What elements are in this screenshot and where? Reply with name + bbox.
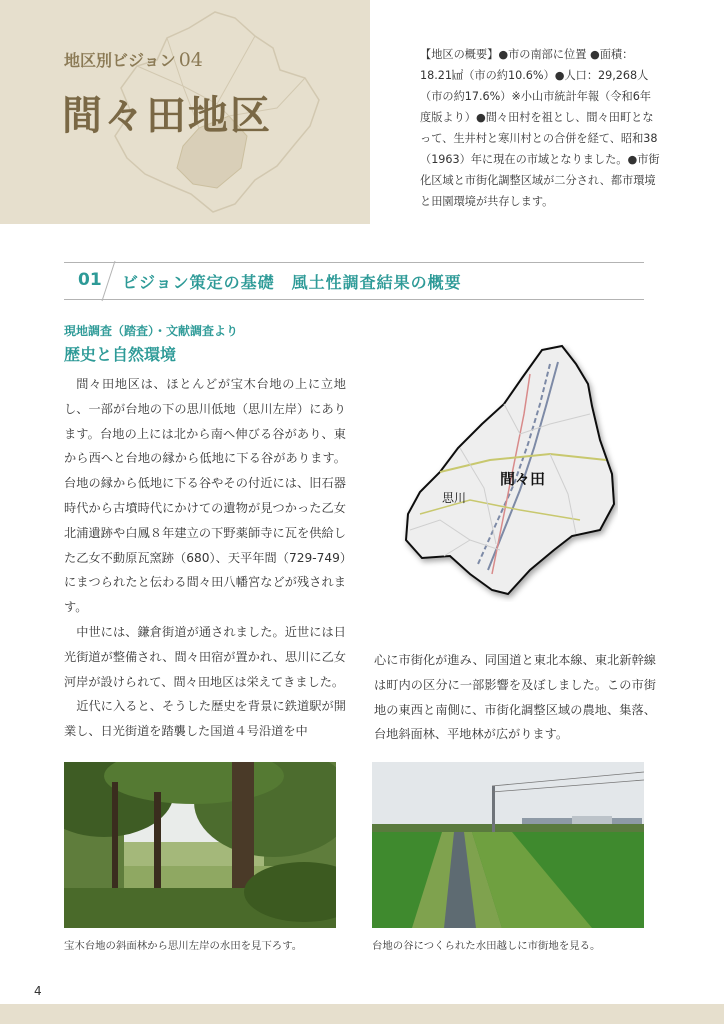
vision-label — [64, 48, 203, 71]
photo-caption-2: 台地の谷につくられた水田越しに市街地を見る。 — [372, 940, 601, 952]
vision-number: 04 — [178, 49, 203, 71]
vision-label-text: 地区別ビジョン — [64, 51, 176, 70]
district-overview: 【地区の概要】●市の南部に位置 ●面積：18.21㎢（市の約10.6%）●人口：29,268人（市の約17.6%）※小山市統計年報（令和6年度版より）●間々田村を祖とし、間々田町となって、生井村と寒川村との合併を経て、昭和38（1963）年に現在の市域となりました。●市街化区域と市街化調整区域が二分され、都市環境と田園環境が共存します。 — [420, 48, 660, 208]
paragraph-modern: 近代に入ると、そうした歴史を背景に鉄道駅が開業し、日光街道を踏襲した国道４号沿道を中 — [64, 699, 346, 739]
photo-caption-1: 宝木台地の斜面林から思川左岸の水田を見下ろす。 — [64, 940, 303, 952]
map-label-mamada: 間々田 — [500, 470, 546, 488]
page-number: 4 — [34, 984, 42, 998]
paragraph-history: 間々田地区は、ほとんどが宝木台地の上に立地し、一部が台地の下の思川低地（思川左岸）にあります。台地の上には北から南へ伸びる谷があり、東から西へと台地の縁から低地に下る谷があります。台地の縁から低地に下る谷やその付近には、旧石器時代から古墳時代にかけての遺物が見つかった乙女北浦遺跡や白鳳８年建立の下野薬師寺に瓦を供給した乙女不動原瓦窯跡（680）、天平年間（729-749）にまつられたと伝わる間々田八幡宮などが残されます。 — [64, 377, 346, 615]
district-map — [400, 344, 618, 602]
body-text-right: 心に市街化が進み、同国道と東北本線、東北新幹線は町内の区分に一部影響を及ぼしました。この市街地の東西と南側に、市街化調整区域の農地、集落、台地斜面林、平地林が広がります。 — [374, 653, 656, 742]
section-heading — [64, 262, 644, 300]
section-divider — [102, 261, 116, 301]
footer-band — [0, 1004, 724, 1024]
body-text-left — [64, 372, 346, 744]
photo-paddy-channel — [372, 762, 644, 928]
district-title: 間々田地区 — [62, 92, 272, 139]
subsection-title: 歴史と自然環境 — [64, 345, 177, 364]
header-panel — [0, 0, 370, 224]
subsection-label: 現地調査（踏査）・文献調査より — [64, 324, 239, 338]
map-label-omoigawa: 思川 — [442, 491, 467, 505]
section-title: ビジョン策定の基礎 風土性調査結果の概要 — [122, 273, 462, 292]
photo-slope-forest — [64, 762, 336, 928]
section-number: 01 — [78, 270, 102, 290]
paragraph-medieval: 中世には、鎌倉街道が通されました。近世には日光街道が整備され、間々田宿が置かれ、思川に乙女河岸が設けられて、間々田地区は栄えてきました。 — [64, 624, 346, 689]
